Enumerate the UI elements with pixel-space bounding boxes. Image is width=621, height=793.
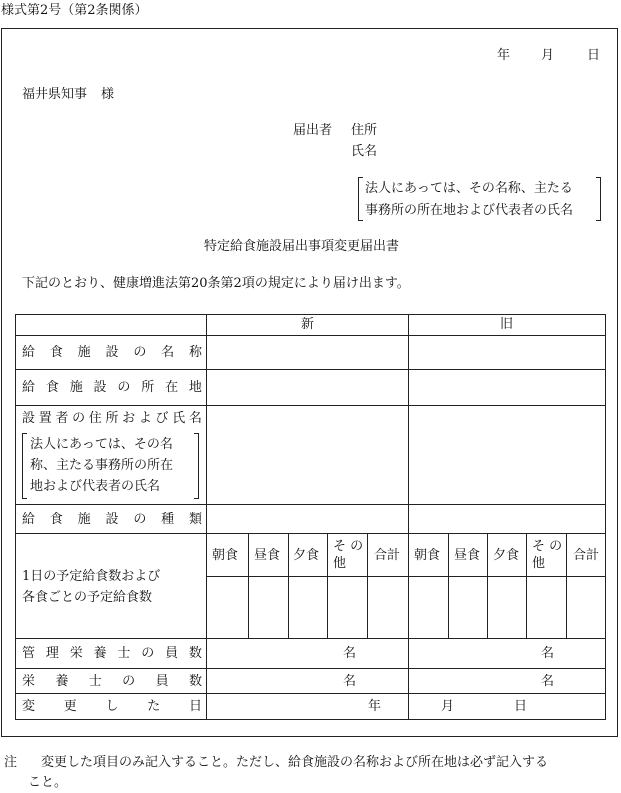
label-char: 給 xyxy=(22,380,36,395)
label-char: の xyxy=(133,512,147,527)
label-char: 給 xyxy=(22,512,36,527)
label-char: 日 xyxy=(188,699,202,714)
meal-col-total-old: 合計 xyxy=(573,548,600,563)
meal-col-breakfast-old: 朝食 xyxy=(414,548,441,563)
installer-note-line2: 称、主たる事務所の所在 xyxy=(30,458,174,473)
meal-col-dinner-new: 夕食 xyxy=(293,548,320,563)
row-facility-name xyxy=(22,346,202,359)
label-char: 数 xyxy=(188,646,202,661)
label-char: び xyxy=(155,411,169,426)
label-char: 養 xyxy=(55,674,69,689)
admin-dietitians-unit-new: 名 xyxy=(343,646,357,661)
note-line2: こと。 xyxy=(28,775,68,790)
label-char: 名 xyxy=(161,345,175,360)
dietitians-unit-old: 名 xyxy=(541,674,555,689)
label-char: 施 xyxy=(69,380,83,395)
meal-col-other-new-line1: そ の xyxy=(333,539,364,554)
label-char: し xyxy=(105,699,119,714)
row-dietitians xyxy=(22,675,202,688)
label-char: 管 xyxy=(22,646,36,661)
label-char: 施 xyxy=(77,345,91,360)
installer-note-line1: 法人にあっては、その名 xyxy=(30,437,173,452)
label-char: よ xyxy=(138,411,152,426)
date-year-label: 年 xyxy=(497,48,511,63)
label-char: 養 xyxy=(93,646,107,661)
header-new: 新 xyxy=(301,317,315,332)
row-facility-location xyxy=(22,381,202,394)
label-char: の xyxy=(141,646,155,661)
label-char: 在 xyxy=(165,380,179,395)
applicant-address-label: 住所 xyxy=(351,123,378,138)
label-char: の xyxy=(117,380,131,395)
note-line1: 変更した項目のみ記入すること。ただし、給食施設の名称および所在地は必ず記入する xyxy=(41,755,549,770)
dietitians-unit-new: 名 xyxy=(343,674,357,689)
label-char: 栄 xyxy=(69,646,83,661)
meal-col-other-old-line1: そ の xyxy=(532,539,563,554)
header-old: 旧 xyxy=(500,317,514,332)
label-char: 理 xyxy=(45,646,59,661)
label-char: た xyxy=(147,699,161,714)
label-char: 氏 xyxy=(172,411,186,426)
row-meals-line1: 1日の予定給食数および xyxy=(22,569,161,584)
label-char: 設 xyxy=(105,512,119,527)
label-char: 置 xyxy=(38,411,52,426)
admin-dietitians-unit-old: 名 xyxy=(541,646,555,661)
label-char: 食 xyxy=(49,345,63,360)
installer-note-bracket-right xyxy=(194,433,199,499)
label-char: 変 xyxy=(22,699,36,714)
addressee-name: 福井県知事 xyxy=(22,87,88,102)
label-char: 施 xyxy=(77,512,91,527)
applicant-name-label: 氏名 xyxy=(351,144,378,159)
meal-col-total-new: 合計 xyxy=(374,548,401,563)
change-date-year: 年 xyxy=(368,699,382,714)
meal-col-dinner-old: 夕食 xyxy=(493,548,520,563)
label-char: 住 xyxy=(88,411,102,426)
applicant-label: 届出者 xyxy=(293,123,333,138)
corporate-note-bracket-right xyxy=(596,177,601,221)
form-number: 様式第2号（第2条関係） xyxy=(1,3,148,18)
row-meals-line2: 各食ごとの予定給食数 xyxy=(22,590,153,605)
date-month-label: 月 xyxy=(541,48,555,63)
label-char: 士 xyxy=(88,674,102,689)
change-date-month: 月 xyxy=(441,699,455,714)
meal-col-lunch-new: 昼食 xyxy=(254,548,281,563)
statement: 下記のとおり、健康増進法第20条第2項の規定により届け出ます。 xyxy=(22,276,410,291)
label-char: 栄 xyxy=(22,674,36,689)
label-char: の xyxy=(133,345,147,360)
label-char: 員 xyxy=(155,674,169,689)
label-char: 種 xyxy=(161,512,175,527)
label-char: 所 xyxy=(141,380,155,395)
label-char: 食 xyxy=(49,512,63,527)
label-char: の xyxy=(72,411,86,426)
row-installer xyxy=(22,412,202,425)
installer-note-bracket-left xyxy=(22,433,27,499)
label-char: 食 xyxy=(45,380,59,395)
corporate-note-line2: 事務所の所在地および代表者の氏名 xyxy=(365,203,574,218)
addressee-honorific: 様 xyxy=(101,87,115,102)
row-admin-dietitians xyxy=(22,647,202,660)
meal-col-other-new-line2: 他 xyxy=(333,556,347,571)
label-char: 数 xyxy=(188,674,202,689)
note-label: 注 xyxy=(4,755,18,770)
label-char: 士 xyxy=(117,646,131,661)
label-char: 設 xyxy=(22,411,36,426)
meal-col-other-old-line2: 他 xyxy=(532,556,546,571)
label-char: の xyxy=(122,674,136,689)
label-char: 所 xyxy=(105,411,119,426)
change-date-day: 日 xyxy=(514,699,528,714)
label-char: 給 xyxy=(22,345,36,360)
label-char: 設 xyxy=(93,380,107,395)
label-char: 類 xyxy=(188,512,202,527)
installer-note-line3: 地および代表者の氏名 xyxy=(30,479,161,494)
label-char: 名 xyxy=(188,411,202,426)
label-char: 者 xyxy=(55,411,69,426)
date-day-label: 日 xyxy=(587,48,601,63)
label-char: 更 xyxy=(63,699,77,714)
corporate-note-line1: 法人にあっては、その名称、主たる xyxy=(365,181,573,196)
document-title: 特定給食施設届出事項変更届出書 xyxy=(204,239,400,254)
row-change-date xyxy=(22,700,202,713)
row-facility-type xyxy=(22,513,202,526)
meal-col-breakfast-new: 朝食 xyxy=(212,548,239,563)
label-char: お xyxy=(122,411,136,426)
label-char: 地 xyxy=(188,380,202,395)
label-char: 称 xyxy=(188,345,202,360)
meal-col-lunch-old: 昼食 xyxy=(454,548,481,563)
label-char: 員 xyxy=(165,646,179,661)
addressee xyxy=(22,88,114,101)
corporate-note-bracket-left xyxy=(358,177,363,221)
label-char: 設 xyxy=(105,345,119,360)
